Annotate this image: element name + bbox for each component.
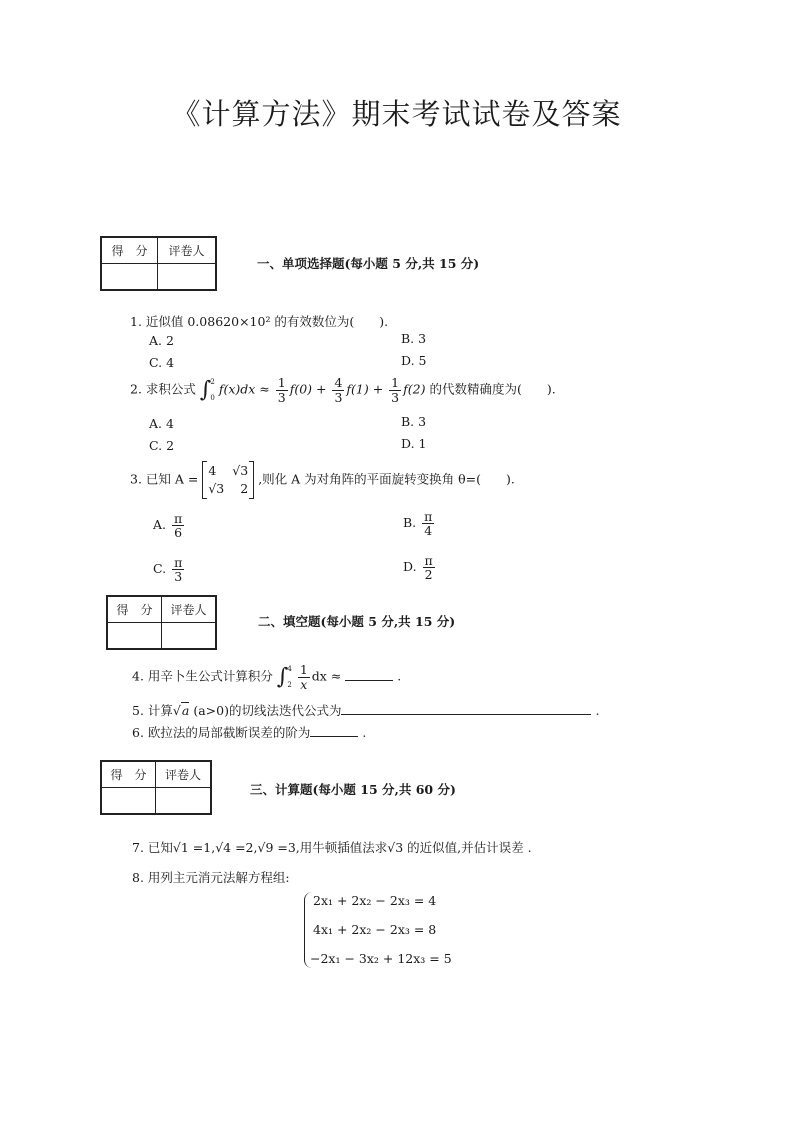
grader-label: 评卷人 [158, 237, 217, 264]
term: f(0) + [289, 381, 327, 397]
page-title: 《计算方法》期末考试试卷及答案 [171, 97, 622, 131]
q1-option-a: A. 2 [149, 333, 174, 348]
equation-2: 4x₁ + 2x₂ − 2x₃ = 8 [313, 922, 437, 937]
score-label: 得 分 [101, 761, 156, 788]
score-table-1 [100, 236, 217, 291]
question-2 [130, 374, 556, 406]
q3-option-a: A. $\frac{\pi}{6}$ [153, 511, 183, 541]
matrix-a: 4 √3 √3 2 [202, 461, 254, 499]
answer-blank-4[interactable] [345, 680, 393, 681]
question-1: 1. 近似值 0.08620×10² 的有效数位为( ). [130, 314, 389, 329]
answer-blank-6[interactable] [310, 736, 358, 737]
q2-option-d: D. 1 [401, 436, 427, 451]
q1-option-d: D. 5 [401, 353, 427, 368]
integral-sign: ∫ [199, 377, 212, 403]
answer-blank-5[interactable] [341, 714, 591, 715]
q3-prefix: 3. 已知 A = [130, 471, 199, 487]
integral-limits: 2 0 [210, 378, 215, 402]
q1-option-b: B. 3 [401, 331, 427, 346]
q3-option-d: D. $\frac{\pi}{2}$ [403, 553, 433, 583]
grader-cell[interactable] [162, 623, 217, 650]
score-label: 得 分 [101, 237, 158, 264]
fraction: $\frac{1}{3}$ [277, 375, 286, 405]
fraction: $\frac{1}{3}$ [391, 375, 400, 405]
score-table-2 [106, 595, 217, 650]
equation-1: 2x₁ + 2x₂ − 2x₃ = 4 [313, 893, 437, 908]
grader-label: 评卷人 [162, 596, 217, 623]
q3-suffix: ,则化 A 为对角阵的平面旋转变换角 θ=( ). [258, 471, 515, 487]
q2-prefix: 2. 求积公式 [130, 381, 196, 397]
score-label: 得 分 [107, 596, 162, 623]
integrand: f(x)dx ≈ [218, 381, 270, 397]
question-4: 4. 用辛卜生公式计算积分 ∫ 4 2 $\frac{1}{x}$ dx ≈ . [132, 662, 402, 692]
score-cell[interactable] [107, 623, 162, 650]
question-8: 8. 用列主元消元法解方程组: [132, 870, 290, 885]
question-3 [130, 461, 515, 499]
q2-option-a: A. 4 [149, 416, 174, 431]
score-table-3 [100, 760, 212, 815]
term: f(1) + [346, 381, 384, 397]
term: f(2) [403, 381, 426, 397]
q3-option-c: C. $\frac{\pi}{3}$ [153, 555, 183, 585]
question-7: 7. 已知√1 =1,√4 =2,√9 =3,用牛顿插值法求√3 的近似值,并估计误差 . [132, 840, 532, 855]
fraction: $\frac{4}{3}$ [334, 375, 343, 405]
q2-option-c: C. 2 [149, 438, 175, 453]
question-5: 5. 计算√a (a>0)的切线法迭代公式为 . [132, 703, 600, 718]
grader-cell[interactable] [156, 788, 212, 815]
equation-3: −2x₁ − 3x₂ + 12x₃ = 5 [310, 951, 452, 966]
q3-option-b: B. $\frac{\pi}{4}$ [403, 509, 433, 539]
q2-option-b: B. 3 [401, 414, 427, 429]
score-cell[interactable] [101, 264, 158, 291]
section-heading-2: 二、填空题(每小题 5 分,共 15 分) [258, 614, 456, 629]
section-heading-1: 一、单项选择题(每小题 5 分,共 15 分) [257, 256, 480, 271]
q1-option-c: C. 4 [149, 355, 175, 370]
grader-label: 评卷人 [156, 761, 212, 788]
grader-cell[interactable] [158, 264, 217, 291]
question-6: 6. 欧拉法的局部截断误差的阶为 . [132, 725, 367, 740]
score-cell[interactable] [101, 788, 156, 815]
section-heading-3: 三、计算题(每小题 15 分,共 60 分) [250, 782, 456, 797]
q2-suffix: 的代数精确度为( ). [429, 381, 556, 397]
